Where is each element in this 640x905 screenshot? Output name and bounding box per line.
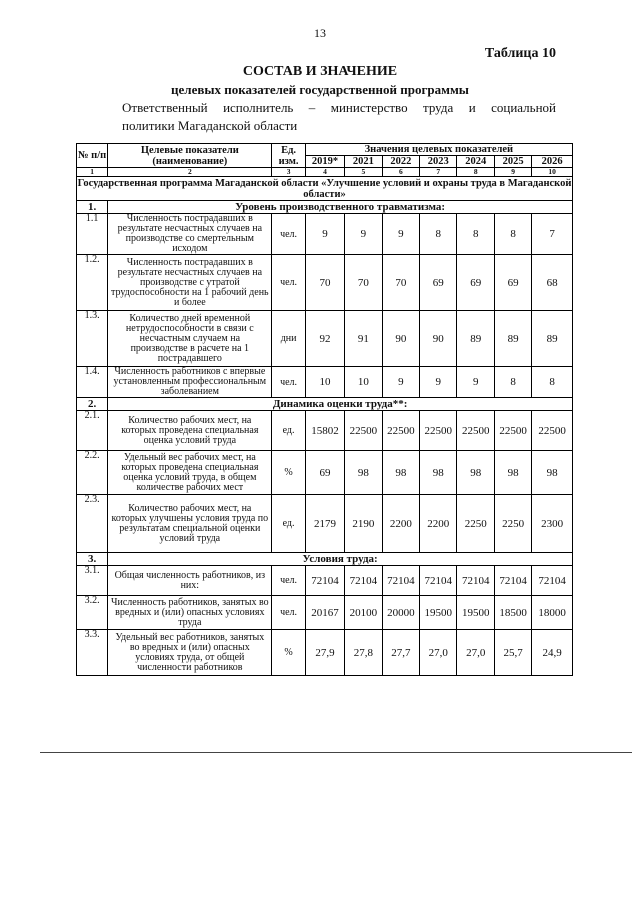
header-year: 2022: [382, 156, 419, 168]
indicator-unit: ед.: [272, 411, 305, 451]
indicator-unit: чел.: [272, 596, 305, 630]
section-title: Условия труда:: [108, 553, 573, 566]
indicator-value: 69: [305, 451, 345, 495]
header-unit: Ед. изм.: [272, 144, 305, 168]
row-number: 2.3.: [77, 495, 108, 553]
indicator-value: 2179: [305, 495, 345, 553]
indicator-value: 10: [345, 367, 382, 398]
indicator-value: 24,9: [532, 630, 573, 676]
indicator-value: 18500: [494, 596, 531, 630]
section-title: Уровень производственного травматизма:: [108, 201, 573, 214]
indicator-value: 27,9: [305, 630, 345, 676]
section-number: 2.: [77, 398, 108, 411]
indicator-value: 98: [494, 451, 531, 495]
indicator-name: Численность работников с впервые установленным профессиональным заболеванием: [108, 367, 272, 398]
indicator-value: 25,7: [494, 630, 531, 676]
responsible-executor-line1: Ответственный исполнитель – министерство труда и социальной: [122, 100, 556, 115]
indicator-value: 72104: [494, 566, 531, 596]
indicator-value: 98: [532, 451, 573, 495]
column-number: 8: [457, 168, 494, 177]
indicator-value: 10: [305, 367, 345, 398]
indicator-value: 2250: [457, 495, 494, 553]
indicator-value: 72104: [345, 566, 382, 596]
indicator-value: 9: [457, 367, 494, 398]
column-number: 7: [420, 168, 457, 177]
indicator-value: 89: [532, 311, 573, 367]
column-number: 6: [382, 168, 419, 177]
header-year: 2019*: [305, 156, 345, 168]
document-subtitle: целевых показателей государственной программы: [171, 82, 469, 97]
header-year: 2023: [420, 156, 457, 168]
indicator-value: 15802: [305, 411, 345, 451]
indicator-value: 8: [494, 214, 531, 255]
row-number: 2.2.: [77, 451, 108, 495]
header-year: 2021: [345, 156, 382, 168]
indicator-value: 69: [420, 255, 457, 311]
indicator-unit: %: [272, 451, 305, 495]
indicator-value: 2300: [532, 495, 573, 553]
indicator-value: 98: [420, 451, 457, 495]
header-year: 2025: [494, 156, 531, 168]
indicator-value: 2200: [420, 495, 457, 553]
row-number: 1.2.: [77, 255, 108, 311]
page-number: 13: [314, 26, 326, 40]
indicator-value: 27,7: [382, 630, 419, 676]
indicator-unit: чел.: [272, 367, 305, 398]
indicator-name: Удельный вес работников, занятых во вредных и (или) опасных условиях труда, от общей численности работников: [108, 630, 272, 676]
indicator-value: 8: [420, 214, 457, 255]
indicator-value: 20167: [305, 596, 345, 630]
indicator-unit: %: [272, 630, 305, 676]
indicator-value: 2250: [494, 495, 531, 553]
table-row: [77, 630, 573, 676]
table-row: [77, 451, 573, 495]
indicator-unit: ед.: [272, 495, 305, 553]
table-row: [77, 367, 573, 398]
section-number: 3.: [77, 553, 108, 566]
indicator-value: 98: [382, 451, 419, 495]
column-number: 1: [77, 168, 108, 177]
table-row: [77, 311, 573, 367]
indicator-value: 9: [382, 214, 419, 255]
column-number: 4: [305, 168, 345, 177]
indicator-value: 90: [420, 311, 457, 367]
column-number: 9: [494, 168, 531, 177]
responsible-executor-line2: политики Магаданской области: [122, 118, 298, 133]
indicator-name: Количество дней временной нетрудоспособности в связи с несчастным случаем на производстве в расчете на 1 пострадавшего: [108, 311, 272, 367]
indicator-value: 72104: [532, 566, 573, 596]
indicator-value: 22500: [345, 411, 382, 451]
indicator-value: 9: [345, 214, 382, 255]
table-row: [77, 596, 573, 630]
header-year: 2026: [532, 156, 573, 168]
indicator-name: Общая численность работников, из них:: [108, 566, 272, 596]
indicator-value: 19500: [457, 596, 494, 630]
section-number: 1.: [77, 201, 108, 214]
indicator-unit: дни: [272, 311, 305, 367]
indicator-value: 2200: [382, 495, 419, 553]
column-number: 3: [272, 168, 305, 177]
row-number: 1.4.: [77, 367, 108, 398]
indicator-unit: чел.: [272, 566, 305, 596]
indicator-value: 72104: [457, 566, 494, 596]
indicator-value: 90: [382, 311, 419, 367]
indicator-value: 7: [532, 214, 573, 255]
indicator-unit: чел.: [272, 214, 305, 255]
indicator-value: 98: [345, 451, 382, 495]
indicator-value: 18000: [532, 596, 573, 630]
row-number: 1.3.: [77, 311, 108, 367]
indicator-value: 72104: [382, 566, 419, 596]
header-year: 2024: [457, 156, 494, 168]
column-number: 2: [108, 168, 272, 177]
indicator-value: 20000: [382, 596, 419, 630]
table-row: [77, 566, 573, 596]
indicator-value: 20100: [345, 596, 382, 630]
indicator-value: 89: [494, 311, 531, 367]
target-indicators-table: [76, 143, 573, 676]
page-bottom-rule: [40, 752, 632, 753]
indicator-value: 68: [532, 255, 573, 311]
indicator-value: 72104: [420, 566, 457, 596]
indicator-value: 9: [420, 367, 457, 398]
indicator-value: 19500: [420, 596, 457, 630]
indicator-value: 70: [345, 255, 382, 311]
indicator-name: Удельный вес рабочих мест, на которых проведена специальная оценка условий труда, в общем количестве рабочих мест: [108, 451, 272, 495]
indicator-name: Количество рабочих мест, на которых улучшены условия труда по результатам специальной оценки условий труда: [108, 495, 272, 553]
indicator-value: 70: [382, 255, 419, 311]
indicator-name: Численность пострадавших в результате несчастных случаев на производстве со смертельным исходом: [108, 214, 272, 255]
header-num: № п/п: [77, 144, 108, 168]
indicator-value: 91: [345, 311, 382, 367]
table-row: [77, 495, 573, 553]
indicator-value: 70: [305, 255, 345, 311]
indicator-value: 8: [532, 367, 573, 398]
indicator-value: 27,0: [457, 630, 494, 676]
indicator-value: 98: [457, 451, 494, 495]
table-row: [77, 411, 573, 451]
indicator-name: Численность работников, занятых во вредных и (или) опасных условиях труда: [108, 596, 272, 630]
indicator-value: 89: [457, 311, 494, 367]
row-number: 3.1.: [77, 566, 108, 596]
indicator-value: 27,0: [420, 630, 457, 676]
indicator-value: 22500: [382, 411, 419, 451]
indicator-name: Численность пострадавших в результате несчастных случаев на производстве с утратой трудоспособности на 1 рабочий день и более: [108, 255, 272, 311]
indicator-value: 92: [305, 311, 345, 367]
row-number: 3.2.: [77, 596, 108, 630]
document-title: СОСТАВ И ЗНАЧЕНИЕ: [242, 64, 398, 79]
indicator-value: 27,8: [345, 630, 382, 676]
program-title: Государственная программа Магаданской области «Улучшение условий и охраны труда в Магаданской области»: [77, 177, 572, 200]
table-row: [77, 214, 573, 255]
indicator-value: 69: [457, 255, 494, 311]
table-row: [77, 255, 573, 311]
indicator-value: 72104: [305, 566, 345, 596]
indicator-unit: чел.: [272, 255, 305, 311]
indicator-name: Количество рабочих мест, на которых проведена специальная оценка условий труда: [108, 411, 272, 451]
header-name: Целевые показатели (наименование): [108, 144, 272, 168]
row-number: 3.3.: [77, 630, 108, 676]
indicator-value: 69: [494, 255, 531, 311]
indicator-value: 22500: [494, 411, 531, 451]
section-title: Динамика оценки труда**:: [108, 398, 573, 411]
column-number: 5: [345, 168, 382, 177]
indicator-value: 9: [305, 214, 345, 255]
indicator-value: 2190: [345, 495, 382, 553]
indicator-value: 9: [382, 367, 419, 398]
indicator-value: 22500: [457, 411, 494, 451]
row-number: 1.1: [77, 214, 108, 255]
indicator-value: 22500: [420, 411, 457, 451]
table-label: Таблица 10: [484, 46, 556, 61]
row-number: 2.1.: [77, 411, 108, 451]
indicator-value: 8: [457, 214, 494, 255]
indicator-value: 22500: [532, 411, 573, 451]
indicator-value: 8: [494, 367, 531, 398]
column-number: 10: [532, 168, 573, 177]
header-values-title: Значения целевых показателей: [305, 144, 572, 156]
